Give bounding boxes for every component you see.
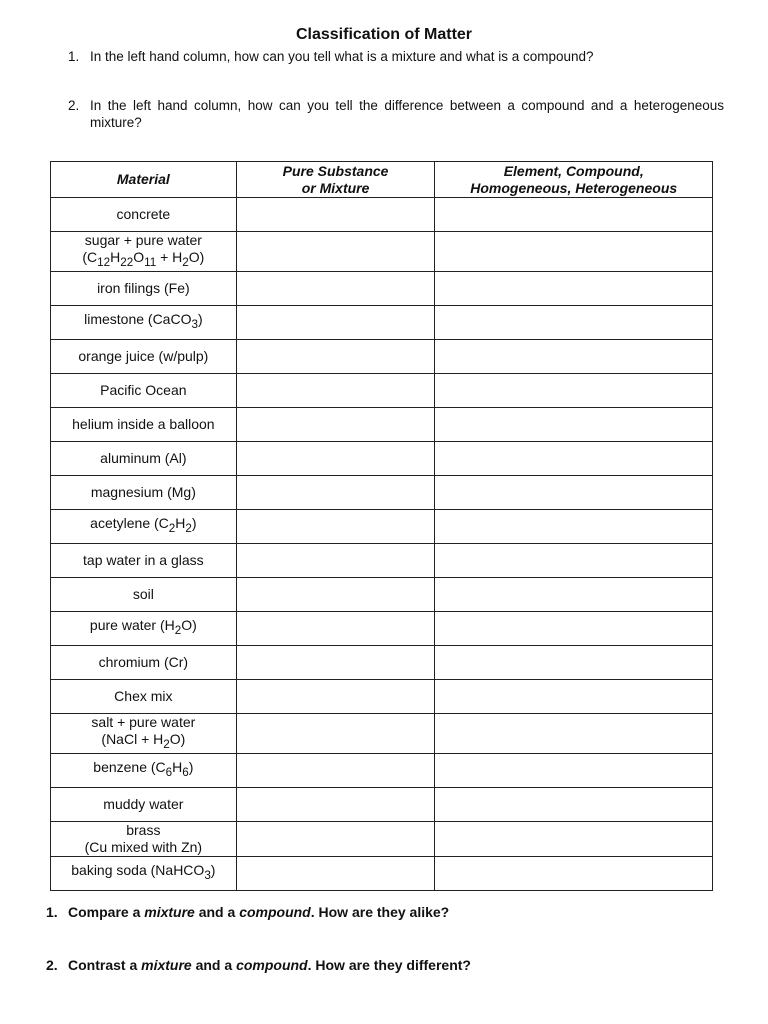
material-cell: benzene $(C_6H_6)$	[51, 753, 237, 787]
material-cell: brass (Cu mixed with Zn)	[51, 821, 237, 856]
answer-cell-classification[interactable]	[435, 198, 713, 232]
question-number: 1.	[46, 904, 58, 920]
table-row	[51, 645, 713, 679]
answer-cell-pure-or-mixture[interactable]	[236, 305, 435, 339]
answer-cell-classification[interactable]	[435, 475, 713, 509]
material-cell: aluminum (Al)	[51, 441, 237, 475]
table-row	[51, 305, 713, 339]
bottom-question-2: 2. Contrast a mixture and a compound. How are they different?	[46, 957, 471, 973]
answer-cell-classification[interactable]	[435, 679, 713, 713]
answer-cell-pure-or-mixture[interactable]	[236, 645, 435, 679]
material-cell: concrete	[51, 198, 237, 232]
table-row	[51, 821, 713, 856]
answer-cell-pure-or-mixture[interactable]	[236, 713, 435, 753]
table-row	[51, 441, 713, 475]
answer-cell-classification[interactable]	[435, 339, 713, 373]
material-cell: sugar + pure water $(C_{12}H_{22}O_{11} + H_2O)$	[51, 232, 237, 272]
answer-cell-pure-or-mixture[interactable]	[236, 271, 435, 305]
answer-cell-pure-or-mixture[interactable]	[236, 787, 435, 821]
material-cell: baking soda (NaHCO$_3$)	[51, 856, 237, 890]
material-cell: soil	[51, 577, 237, 611]
term: mixture	[141, 957, 192, 973]
answer-cell-pure-or-mixture[interactable]	[236, 509, 435, 543]
table-row	[51, 407, 713, 441]
table-row	[51, 856, 713, 890]
table-row	[51, 509, 713, 543]
answer-cell-classification[interactable]	[435, 509, 713, 543]
material-cell: iron filings (Fe)	[51, 271, 237, 305]
question-number: 2.	[46, 957, 58, 973]
answer-cell-classification[interactable]	[435, 856, 713, 890]
table-row	[51, 232, 713, 272]
answer-cell-classification[interactable]	[435, 713, 713, 753]
answer-cell-pure-or-mixture[interactable]	[236, 856, 435, 890]
material-cell: salt + pure water (NaCl + $H_2O$)	[51, 713, 237, 753]
answer-cell-classification[interactable]	[435, 753, 713, 787]
classification-table	[50, 161, 713, 891]
answer-cell-classification[interactable]	[435, 611, 713, 645]
term: compound	[239, 904, 311, 920]
answer-cell-pure-or-mixture[interactable]	[236, 577, 435, 611]
answer-cell-classification[interactable]	[435, 232, 713, 272]
material-cell: tap water in a glass	[51, 543, 237, 577]
header-line: Element, Compound,	[503, 162, 644, 179]
table-header-row	[51, 162, 713, 198]
material-cell: pure water $(H_2O)$	[51, 611, 237, 645]
material-cell: Chex mix	[51, 679, 237, 713]
material-cell: helium inside a balloon	[51, 407, 237, 441]
question-1	[68, 48, 724, 65]
material-cell: orange juice (w/pulp)	[51, 339, 237, 373]
answer-cell-pure-or-mixture[interactable]	[236, 373, 435, 407]
answer-cell-pure-or-mixture[interactable]	[236, 543, 435, 577]
question-number: 2.	[68, 98, 80, 113]
answer-cell-pure-or-mixture[interactable]	[236, 679, 435, 713]
header-classification	[435, 162, 713, 198]
answer-cell-classification[interactable]	[435, 821, 713, 856]
answer-cell-pure-or-mixture[interactable]	[236, 407, 435, 441]
table-row	[51, 611, 713, 645]
material-cell: limestone (CaCO$_3$)	[51, 305, 237, 339]
material-cell: acetylene $(C_2H_2)$	[51, 509, 237, 543]
answer-cell-pure-or-mixture[interactable]	[236, 475, 435, 509]
table-row	[51, 713, 713, 753]
question-number: 1.	[68, 49, 80, 64]
table-row	[51, 475, 713, 509]
answer-cell-pure-or-mixture[interactable]	[236, 821, 435, 856]
answer-cell-classification[interactable]	[435, 305, 713, 339]
answer-cell-pure-or-mixture[interactable]	[236, 232, 435, 272]
table-row	[51, 373, 713, 407]
table-row	[51, 339, 713, 373]
answer-cell-pure-or-mixture[interactable]	[236, 198, 435, 232]
question-text: In the left hand column, how can you tell what is a mixture and what is a compound?	[90, 49, 594, 64]
material-cell: chromium (Cr)	[51, 645, 237, 679]
answer-cell-classification[interactable]	[435, 407, 713, 441]
bottom-question-1: 1. Compare a mixture and a compound. How are they alike?	[46, 904, 450, 920]
header-line: Homogeneous, Heterogeneous	[470, 179, 678, 196]
answer-cell-pure-or-mixture[interactable]	[236, 339, 435, 373]
material-cell: magnesium (Mg)	[51, 475, 237, 509]
table-row	[51, 787, 713, 821]
answer-cell-classification[interactable]	[435, 543, 713, 577]
header-pure-or-mixture	[236, 162, 435, 198]
answer-cell-classification[interactable]	[435, 645, 713, 679]
answer-cell-classification[interactable]	[435, 441, 713, 475]
table-row	[51, 577, 713, 611]
answer-cell-classification[interactable]	[435, 577, 713, 611]
header-line: or Mixture	[301, 179, 370, 196]
question-text: In the left hand column, how can you tell the difference between a compound and a heterogeneous mixture?	[90, 98, 724, 130]
material-cell: Pacific Ocean	[51, 373, 237, 407]
term: mixture	[144, 904, 195, 920]
table-row	[51, 753, 713, 787]
header-material: Material	[51, 162, 237, 198]
answer-cell-classification[interactable]	[435, 787, 713, 821]
answer-cell-classification[interactable]	[435, 373, 713, 407]
material-cell: muddy water	[51, 787, 237, 821]
answer-cell-pure-or-mixture[interactable]	[236, 753, 435, 787]
page-title: Classification of Matter	[295, 26, 473, 43]
answer-cell-pure-or-mixture[interactable]	[236, 441, 435, 475]
answer-cell-pure-or-mixture[interactable]	[236, 611, 435, 645]
term: compound	[236, 957, 308, 973]
question-2	[68, 97, 724, 131]
table-row	[51, 679, 713, 713]
table-row	[51, 198, 713, 232]
table-row	[51, 271, 713, 305]
answer-cell-classification[interactable]	[435, 271, 713, 305]
header-line: Pure Substance	[282, 162, 389, 179]
table-row	[51, 543, 713, 577]
